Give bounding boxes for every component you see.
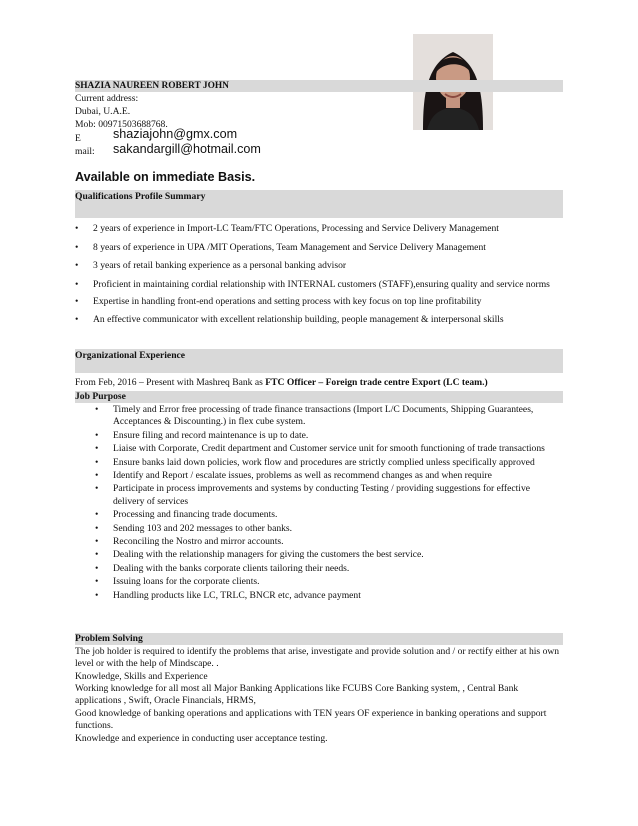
applications-text: Working knowledge for all most all Major Banking Applications like FCUBS Core Banking system, , Central Bank applications , Swift, Oracle Financials, HRMS, — [75, 683, 519, 707]
address-text: Dubai, U.A.E. — [75, 106, 131, 117]
contact-block — [75, 92, 168, 131]
email-primary[interactable]: shaziajohn@gmx.com — [113, 127, 238, 141]
problem-solving-text: The job holder is required to identify the problems that arise, investigate and provide solution and / or rectify either at his own level or with the help of Mindscape. . — [75, 646, 560, 670]
employment-period: From Feb, 2016 – Present with Mashreq Bank as — [75, 377, 266, 388]
candidate-name: SHAZIA NAUREEN ROBERT JOHN — [75, 81, 229, 91]
job-purpose-header — [75, 391, 563, 403]
organizational-header — [75, 349, 563, 373]
list-item: • Ensure banks laid down policies, work flow and procedures are strictly complied unless specifically approved — [95, 457, 563, 469]
qualifications-title: Qualifications Profile Summary — [75, 191, 206, 202]
list-item: • Ensure filing and record maintenance is up to date. — [95, 430, 563, 442]
availability-text: Available on immediate Basis. — [75, 170, 256, 184]
list-item: • Processing and financing trade documents. — [95, 509, 563, 521]
uat-text: Knowledge and experience in conducting user acceptance testing. — [75, 733, 328, 744]
list-item: • Expertise in handling front-end operations and setting process with key focus on top line profitability — [75, 296, 563, 309]
list-item: • 2 years of experience in Import-LC Team/FTC Operations, Processing and Service Delivery Management — [75, 223, 563, 236]
list-item: • Identify and Report / escalate issues, problems as well as recommend changes as and when require — [95, 470, 563, 482]
employment-line — [75, 376, 488, 389]
mobile-text: Mob: 00971503688768. — [75, 119, 168, 130]
list-item: • Participate in process improvements and systems by conducting Testing / providing suggestions for effective delivery of services — [95, 483, 563, 508]
list-item: • Liaise with Corporate, Credit department and Customer service unit for smooth functioning of trade transactions — [95, 443, 563, 455]
banking-knowledge-text: Good knowledge of banking operations and applications with TEN years OF experience in banking operations and support functions. — [75, 708, 547, 732]
knowledge-heading: Knowledge, Skills and Experience — [75, 671, 208, 682]
qualifications-list — [75, 223, 563, 326]
address-label: Current address: — [75, 93, 139, 104]
list-item: • Issuing loans for the corporate clients. — [95, 576, 563, 588]
problem-solving-header — [75, 633, 563, 645]
list-item: • Handling products like LC, TRLC, BNCR etc, advance payment — [95, 590, 563, 602]
list-item: • Dealing with the relationship managers for giving the customers the best service. — [95, 549, 563, 561]
email-label: E mail: — [75, 133, 95, 157]
job-purpose-title: Job Purpose — [75, 391, 126, 402]
list-item: • Sending 103 and 202 messages to other banks. — [95, 523, 563, 535]
name-bar — [75, 80, 563, 92]
list-item: • 3 years of retail banking experience as a personal banking advisor — [75, 260, 563, 273]
list-item: • Timely and Error free processing of trade finance transactions (Import L/C Documents, Shipping Guarantees, Acceptances & Discounting.) in flex cube system. — [95, 404, 563, 429]
list-item: • 8 years of experience in UPA /MIT Operations, Team Management and Service Delivery Management — [75, 242, 563, 255]
problem-solving-title: Problem Solving — [75, 633, 143, 644]
list-item: • An effective communicator with excellent relationship building, people management & interpersonal skills — [75, 314, 563, 327]
organizational-title: Organizational Experience — [75, 350, 186, 361]
email-secondary[interactable]: sakandargill@hotmail.com — [113, 142, 261, 156]
list-item: • Proficient in maintaining cordial relationship with INTERNAL customers (STAFF),ensuring quality and service norms — [75, 279, 563, 292]
list-item: • Reconciling the Nostro and mirror accounts. — [95, 536, 563, 548]
employment-role: FTC Officer – Foreign trade centre Export (LC team.) — [265, 377, 488, 388]
qualifications-header — [75, 190, 563, 218]
job-purpose-list — [95, 404, 563, 602]
list-item: • Dealing with the banks corporate clients tailoring their needs. — [95, 563, 563, 575]
